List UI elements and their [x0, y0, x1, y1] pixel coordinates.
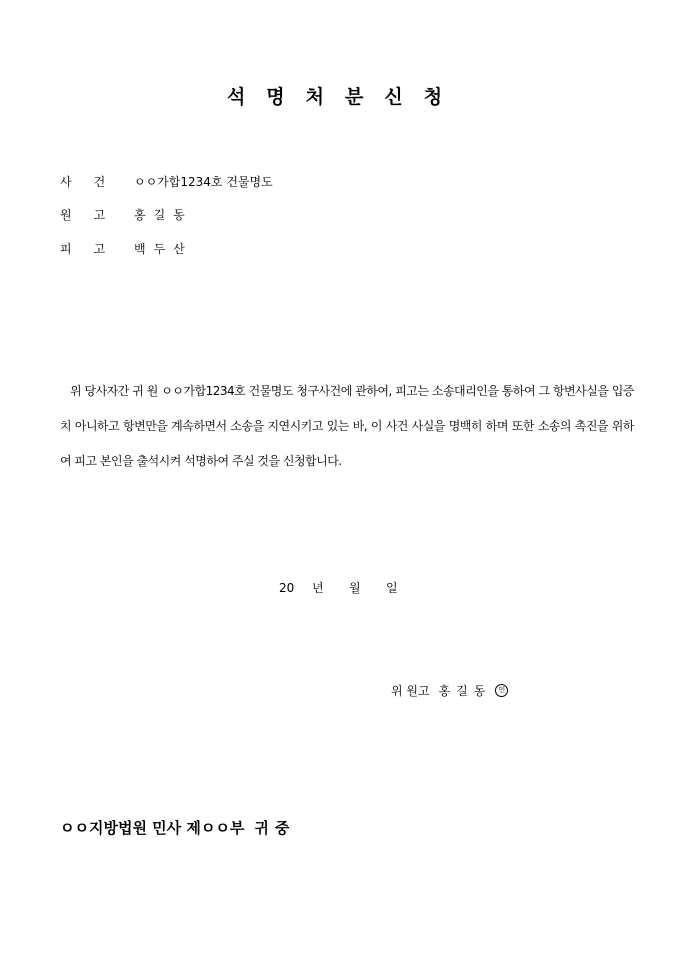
case-field [60, 174, 273, 190]
case-value: ㅇㅇ가합1234호 건물명도 [134, 175, 273, 189]
date-year-unit: 년 [312, 581, 324, 595]
date-year: 20 [279, 581, 295, 595]
case-label: 사건 [60, 175, 128, 189]
plaintiff-field [60, 207, 193, 223]
date-month-unit: 월 [349, 581, 361, 595]
signature-line [391, 683, 508, 699]
seal-icon: 인 [495, 684, 508, 697]
court-addressee [60, 818, 295, 838]
plaintiff-name: 홍길동 [134, 208, 193, 222]
date-line [279, 580, 398, 596]
signature-name: 홍길동 [438, 684, 492, 698]
court-suffix: 귀중 [254, 819, 296, 837]
document-title: 석명처분신청 [226, 86, 464, 108]
defendant-label: 피고 [60, 242, 128, 256]
petition-body: 위 당사자간 귀 원 ㅇㅇ가합1234호 건물명도 청구사건에 관하여, 피고는 소송대리인을 통하여 그 항변사실을 입증치 아니하고 항변만을 계속하면서 소송을 지연시키고 있는 바, 이 사건 사실을 명백히 하며 또한 소송의 촉진을 위하여 피고 본인을 출석시켜 석명하여 주실 것을 신청합니다. [60, 384, 634, 468]
defendant-name: 백두산 [134, 242, 193, 256]
date-day-unit: 일 [386, 581, 398, 595]
defendant-field [60, 241, 193, 257]
signature-prefix: 위 원고 [391, 684, 430, 698]
court-name: ㅇㅇ지방법원 민사 제ㅇㅇ부 [60, 819, 245, 837]
plaintiff-label: 원고 [60, 208, 128, 222]
